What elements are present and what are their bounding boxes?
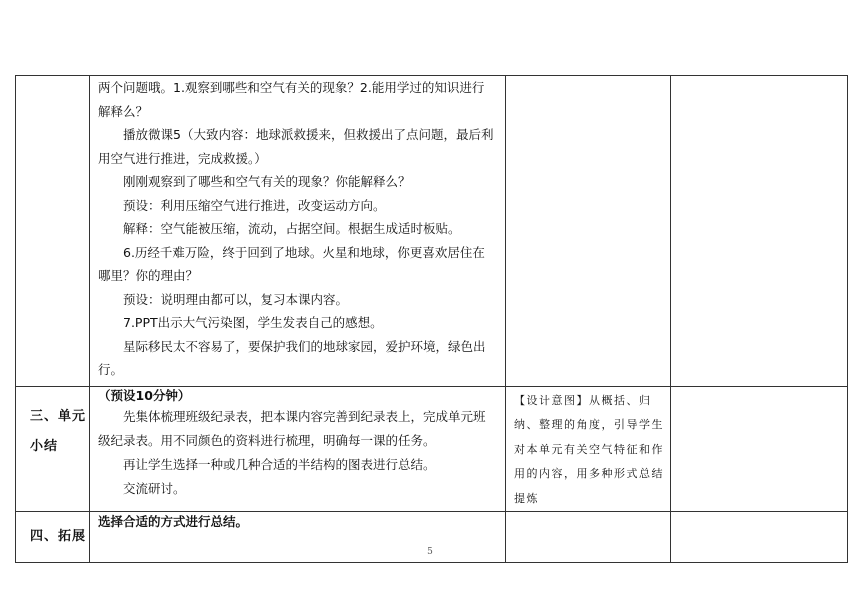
content-paragraph: 播放微课5（大致内容：地球派救援来，但救援出了点问题，最后利用空气进行推进，完成救援。） — [98, 127, 494, 166]
design-cell — [506, 76, 671, 387]
content-paragraph: 7.PPT出示大气污染图，学生发表自己的感想。 — [123, 315, 383, 330]
table-row — [16, 76, 848, 387]
content-paragraph: 先集体梳理班级纪录表，把本课内容完善到纪录表上，完成单元班级纪录表。用不同颜色的资料进行梳理，明确每一课的任务。 — [98, 408, 486, 448]
section-cell — [16, 386, 90, 512]
content-paragraph: 6.历经千难万险，终于回到了地球。火星和地球，你更喜欢居住在哪里？你的理由？ — [98, 244, 485, 283]
page-number: 5 — [427, 547, 433, 557]
content-cell — [90, 386, 506, 512]
content-paragraph: 预设：利用压缩空气进行推进，改变运动方向。 — [123, 197, 386, 213]
content-paragraph: 两个问题哦。1.观察到哪些和空气有关的现象？2.能用学过的知识进行解释么？ — [98, 80, 485, 119]
section-title: 三、单元小结 — [30, 408, 87, 454]
content-paragraph: 交流研讨。 — [123, 480, 186, 496]
content-paragraph: 预设：说明理由都可以，复习本课内容。 — [123, 291, 349, 307]
content-cell — [90, 76, 506, 387]
content-paragraph: 星际移民太不容易了，要保护我们的地球家园，爱护环境，绿色出行。 — [98, 338, 486, 377]
content-paragraph: 刚刚观察到了哪些和空气有关的现象？你能解释么？ — [123, 174, 411, 189]
design-cell — [506, 386, 671, 512]
section-cell — [16, 76, 90, 387]
design-intent-note: 【设计意图】从概括、归纳、整理的角度，引导学生对本单元有关空气特征和作用的内容，用多种形式总结提炼 — [514, 393, 664, 505]
lesson-plan-table — [15, 75, 848, 563]
content-paragraph: 解释：空气能被压缩，流动，占据空间。根据生成适时板贴。 — [123, 221, 461, 236]
extension-content: 选择合适的方式进行总结。 — [98, 514, 249, 529]
section-title: 四、拓展 — [30, 529, 87, 544]
time-preset: （预设10分钟） — [98, 387, 191, 403]
content-paragraph: 再让学生选择一种或几种合适的半结构的图表进行总结。 — [123, 456, 436, 472]
notes-cell — [671, 76, 848, 387]
table-row — [16, 386, 848, 512]
notes-cell — [671, 386, 848, 512]
